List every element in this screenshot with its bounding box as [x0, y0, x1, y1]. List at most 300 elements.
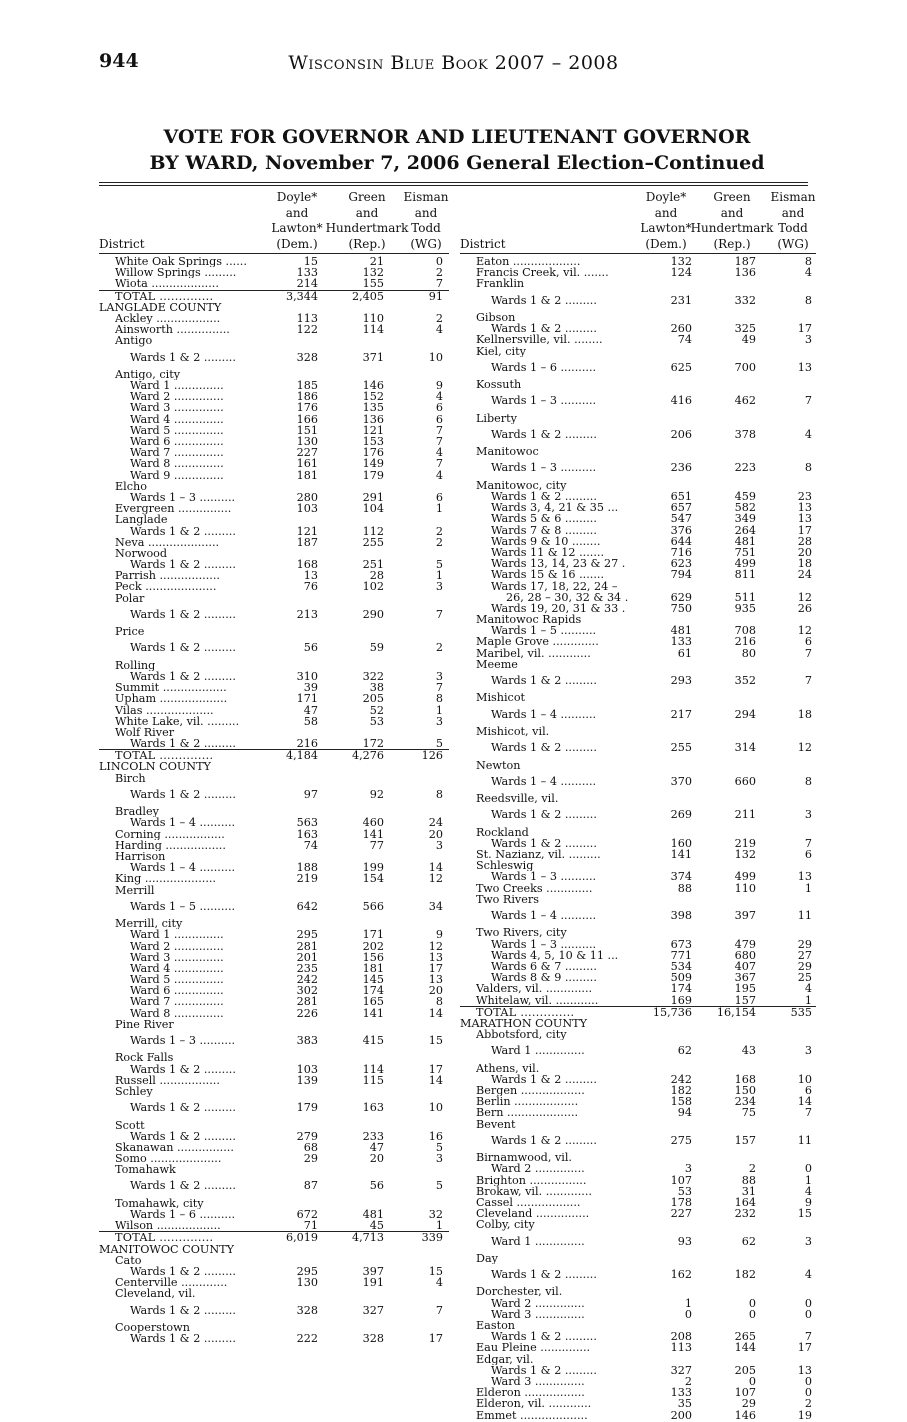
table-row — [99, 840, 449, 851]
eisman-votes: 4 — [435, 446, 443, 460]
eisman-votes: 17 — [797, 322, 812, 336]
county-heading — [460, 1018, 816, 1029]
eisman-votes: 18 — [797, 707, 812, 721]
table-subtitle: BY WARD, November 7, 2006 General Election–Continued — [149, 152, 765, 174]
district-name: Ward 8 .............. — [130, 1007, 224, 1019]
green-votes: 29 — [741, 1397, 756, 1411]
district-name: St. Nazianz, vil. ......... — [476, 849, 601, 861]
district-name: MARATHON COUNTY — [460, 1017, 587, 1030]
green-votes: 935 — [734, 601, 756, 615]
doyle-votes: 56 — [303, 641, 318, 655]
eisman-votes: 19 — [797, 1408, 812, 1422]
doyle-votes: 13 — [303, 569, 318, 583]
table-row — [460, 793, 816, 804]
eisman-votes: 7 — [804, 674, 812, 688]
district-name: Brokaw, vil. ............. — [476, 1185, 592, 1197]
eisman-votes: 4 — [804, 1268, 812, 1282]
table-row — [460, 648, 816, 659]
table-row — [460, 659, 816, 670]
doyle-votes: 227 — [296, 446, 318, 460]
doyle-votes: 227 — [670, 1207, 692, 1221]
table-row — [460, 894, 816, 905]
doyle-votes: 93 — [677, 1234, 692, 1248]
eisman-votes: 8 — [804, 255, 812, 268]
table-row — [460, 1096, 816, 1107]
green-votes: 146 — [362, 379, 384, 393]
district-name: Wilson .................. — [115, 1220, 221, 1232]
district-name: Corning ................. — [115, 828, 225, 840]
table-row — [99, 447, 449, 458]
eisman-votes: 12 — [797, 741, 812, 755]
eisman-votes: 13 — [428, 950, 443, 964]
district-name: Rolling — [115, 659, 156, 671]
doyle-votes: 295 — [296, 1265, 318, 1278]
district-name: Newton — [476, 759, 521, 771]
doyle-votes: 124 — [670, 266, 692, 280]
eisman-votes: 6 — [804, 1084, 812, 1098]
district-name: Valders, vil. ............. — [476, 983, 593, 995]
doyle-votes: 68 — [303, 1140, 318, 1154]
district-name: Rock Falls — [115, 1052, 174, 1064]
eisman-votes: 91 — [428, 289, 443, 303]
district-name: Eaton ................... — [476, 256, 581, 268]
district-name: Elcho — [115, 480, 147, 492]
green-votes: 582 — [734, 501, 756, 515]
district-name: Reedsville, vil. — [476, 793, 559, 805]
green-votes: 45 — [369, 1219, 384, 1233]
eisman-votes: 23 — [797, 490, 812, 504]
eisman-votes: 0 — [804, 1386, 812, 1400]
eisman-votes: 7 — [804, 1330, 812, 1344]
doyle-votes: 255 — [670, 741, 692, 755]
district-name: Wards 1 & 2 ......... — [491, 1133, 597, 1147]
table-row — [460, 1309, 816, 1320]
green-votes: 4,276 — [351, 749, 384, 763]
doyle-votes: 275 — [670, 1133, 692, 1147]
table-row — [460, 1253, 816, 1264]
district-name: Wards 1 – 3 .......... — [491, 938, 597, 950]
table-row — [99, 1030, 449, 1052]
doyle-votes: 771 — [670, 948, 692, 962]
eisman-header — [748, 190, 838, 252]
table-row — [99, 1175, 449, 1197]
green-votes: 328 — [362, 1332, 384, 1346]
district-name: Wards 3, 4, 21 & 35 ... — [491, 502, 619, 514]
eisman-votes: 2 — [435, 266, 443, 280]
district-name: Emmet ................... — [476, 1409, 588, 1421]
district-name: Eau Pleine .............. — [476, 1342, 591, 1354]
table-row — [460, 1029, 816, 1040]
district-name: Wards 1 & 2 ......... — [130, 1333, 236, 1345]
eisman-votes: 7 — [435, 607, 443, 621]
district-name: Two Creeks ............. — [476, 882, 593, 894]
eisman-votes: 8 — [804, 461, 812, 475]
eisman-votes: 29 — [797, 959, 812, 973]
district-name: Edgar, vil. — [476, 1353, 534, 1365]
doyle-votes: 161 — [296, 457, 318, 471]
eisman-votes: 28 — [797, 534, 812, 548]
table-row — [460, 760, 816, 771]
table-row — [460, 983, 816, 994]
doyle-votes: 293 — [670, 674, 692, 688]
eisman-votes: 3 — [435, 669, 443, 683]
table-row — [460, 1286, 816, 1297]
green-votes: 708 — [734, 624, 756, 638]
eisman-votes: 11 — [797, 1133, 812, 1147]
table-row — [99, 1164, 449, 1175]
green-votes: 481 — [734, 534, 756, 548]
total-row — [99, 290, 449, 302]
doyle-votes: 29 — [303, 1152, 318, 1166]
district-name: Wards 1 & 2 ......... — [130, 1130, 236, 1142]
district-name: Birnamwood, vil. — [476, 1152, 572, 1164]
doyle-header-line: and — [654, 205, 678, 220]
green-votes: 132 — [734, 848, 756, 862]
district-name: Cassel .................. — [476, 1196, 581, 1209]
eisman-votes: 0 — [435, 255, 443, 268]
table-row — [99, 604, 449, 626]
district-header: District — [99, 237, 145, 251]
eisman-votes: 34 — [428, 899, 443, 913]
green-votes: 219 — [734, 836, 756, 850]
district-name: Schley — [115, 1085, 153, 1098]
table-row — [460, 1208, 816, 1219]
doyle-votes: 74 — [303, 838, 318, 852]
district-name: Colby, city — [476, 1219, 535, 1231]
eisman-votes: 7 — [804, 646, 812, 660]
doyle-header-line: Doyle* — [645, 190, 687, 204]
table-row — [99, 896, 449, 918]
table-row — [460, 581, 816, 592]
table-row — [99, 851, 449, 862]
district-name: Kiel, city — [476, 345, 526, 357]
district-name: Kossuth — [476, 379, 522, 391]
table-row — [99, 369, 449, 380]
green-votes: 2,405 — [351, 289, 384, 303]
green-votes: 16,154 — [716, 1005, 756, 1019]
green-header-line: Hundertmark — [690, 221, 774, 235]
eisman-votes: 8 — [435, 787, 443, 801]
doyle-votes: 162 — [670, 1268, 692, 1282]
doyle-votes: 213 — [296, 607, 318, 621]
district-name: Wards 1 & 2 ......... — [491, 1331, 597, 1343]
district-name: Wards 1 & 2 ......... — [491, 293, 597, 307]
green-votes: 154 — [362, 872, 384, 886]
table-row — [99, 738, 449, 749]
district-name: Wards 1 & 2 ......... — [491, 808, 597, 822]
district-name: Kellnersville, vil. ........ — [476, 334, 603, 346]
district-name: Ward 2 .............. — [491, 1297, 585, 1309]
district-name: Norwood — [115, 547, 168, 560]
district-name: Cooperstown — [115, 1321, 190, 1334]
district-name: Somo .................... — [115, 1153, 222, 1165]
district-name: Wards 1 & 2 ......... — [130, 1179, 236, 1193]
table-row — [460, 457, 816, 479]
green-votes: 115 — [362, 1073, 384, 1087]
green-votes: 325 — [734, 322, 756, 336]
table-row — [99, 1075, 449, 1086]
doyle-votes: 279 — [296, 1129, 318, 1143]
eisman-votes: 13 — [797, 870, 812, 884]
green-votes: 265 — [734, 1330, 756, 1344]
district-name: Wards 1 – 6 .......... — [491, 360, 597, 374]
table-row — [99, 671, 449, 682]
doyle-votes: 53 — [677, 1184, 692, 1198]
eisman-votes: 24 — [428, 816, 443, 830]
table-row — [99, 1288, 449, 1299]
eisman-votes: 13 — [428, 973, 443, 987]
district-name: Manitowoc — [476, 446, 539, 458]
eisman-votes: 13 — [797, 1363, 812, 1377]
district-name: Elderon, vil. ............ — [476, 1398, 592, 1410]
eisman-votes: 4 — [435, 323, 443, 337]
eisman-votes: 4 — [804, 982, 812, 996]
green-votes: 28 — [369, 569, 384, 583]
table-row — [99, 1220, 449, 1231]
district-name: Wards 1 & 2 ......... — [491, 1073, 597, 1086]
doyle-votes: 141 — [670, 848, 692, 862]
district-name: Francis Creek, vil. ....... — [476, 267, 609, 279]
district-name: Wards 17, 18, 22, 24 – — [491, 580, 618, 592]
eisman-votes: 6 — [804, 635, 812, 649]
table-row — [99, 526, 449, 537]
eisman-votes: 1 — [435, 502, 443, 516]
doyle-votes: 74 — [677, 333, 692, 347]
doyle-votes: 208 — [670, 1330, 692, 1344]
table-row — [460, 1197, 816, 1208]
green-votes: 290 — [362, 607, 384, 621]
district-name: MANITOWOC COUNTY — [99, 1243, 234, 1255]
green-votes: 234 — [734, 1095, 756, 1109]
doyle-votes: 374 — [670, 870, 692, 884]
eisman-votes: 27 — [797, 948, 812, 962]
green-votes: 155 — [362, 277, 384, 291]
eisman-votes: 6 — [804, 848, 812, 862]
green-votes: 43 — [741, 1044, 756, 1058]
district-name: Liberty — [476, 412, 517, 424]
green-votes: 164 — [734, 1195, 756, 1209]
eisman-votes: 8 — [435, 995, 443, 1009]
green-votes: 191 — [362, 1276, 384, 1290]
eisman-votes: 0 — [804, 1296, 812, 1310]
district-name: Two Rivers, city — [476, 927, 567, 939]
green-votes: 0 — [748, 1307, 756, 1321]
green-votes: 349 — [734, 512, 756, 526]
doyle-votes: 168 — [296, 558, 318, 572]
green-votes: 660 — [734, 774, 756, 788]
green-votes: 163 — [362, 1101, 384, 1115]
district-name: Wards 13, 14, 23 & 27 . — [491, 558, 626, 570]
district-name: Wards 1 & 2 ......... — [491, 323, 597, 335]
doyle-votes: 231 — [670, 293, 692, 307]
green-votes: 144 — [734, 1341, 756, 1355]
doyle-header-line: Lawton* — [271, 221, 323, 235]
district-name: Ward 1 .............. — [130, 380, 224, 392]
table-row — [99, 470, 449, 481]
green-votes: 174 — [362, 984, 384, 998]
table-row — [99, 256, 449, 267]
district-name: Evergreen ............... — [115, 503, 232, 515]
green-votes: 179 — [362, 468, 384, 482]
table-row — [460, 323, 816, 334]
doyle-votes: 176 — [296, 401, 318, 415]
eisman-votes: 0 — [804, 1374, 812, 1388]
table-row — [99, 996, 449, 1007]
doyle-votes: 201 — [296, 950, 318, 964]
total-label: TOTAL .............. — [115, 1232, 214, 1244]
eisman-votes: 535 — [790, 1005, 812, 1019]
district-name: White Lake, vil. ......... — [115, 715, 240, 727]
table-row — [99, 1008, 449, 1019]
doyle-votes: 97 — [303, 787, 318, 801]
green-votes: 165 — [362, 995, 384, 1009]
eisman-votes: 20 — [428, 827, 443, 841]
table-row — [99, 436, 449, 447]
doyle-votes: 133 — [670, 635, 692, 649]
table-row — [99, 593, 449, 604]
doyle-votes: 186 — [296, 390, 318, 404]
green-votes: 332 — [734, 293, 756, 307]
doyle-votes: 171 — [296, 692, 318, 706]
table-row — [99, 1322, 449, 1333]
table-row — [460, 625, 816, 636]
table-row — [99, 537, 449, 548]
table-row — [99, 1142, 449, 1153]
eisman-votes: 3 — [435, 714, 443, 728]
green-header-line: Hundertmark — [325, 221, 409, 235]
district-name: Centerville ............. — [115, 1277, 228, 1289]
table-row — [460, 502, 816, 513]
eisman-votes: 15 — [428, 1265, 443, 1278]
table-row — [99, 773, 449, 784]
green-header-line: Green — [348, 190, 386, 204]
doyle-votes: 88 — [677, 881, 692, 895]
green-votes: 49 — [741, 333, 756, 347]
eisman-votes: 9 — [435, 379, 443, 393]
eisman-votes: 12 — [797, 624, 812, 638]
table-row — [99, 1300, 449, 1322]
eisman-votes: 7 — [804, 1106, 812, 1120]
green-votes: 233 — [362, 1129, 384, 1143]
eisman-votes: 32 — [428, 1208, 443, 1222]
table-row — [99, 885, 449, 896]
eisman-votes: 17 — [428, 961, 443, 975]
green-votes: 223 — [734, 461, 756, 475]
table-row — [460, 334, 816, 345]
doyle-votes: 103 — [296, 502, 318, 516]
eisman-votes: 339 — [421, 1231, 443, 1245]
total-label: TOTAL .............. — [115, 290, 214, 302]
green-header-line: (Rep.) — [348, 236, 386, 251]
district-name: Ward 1 .............. — [491, 1234, 585, 1248]
green-votes: 327 — [362, 1303, 384, 1317]
table-row — [99, 806, 449, 817]
eisman-votes: 14 — [797, 1095, 812, 1109]
green-votes: 479 — [734, 937, 756, 951]
green-votes: 294 — [734, 707, 756, 721]
doyle-votes: 121 — [296, 524, 318, 538]
district-name: Parrish ................. — [115, 570, 220, 582]
eisman-votes: 3 — [435, 580, 443, 594]
doyle-votes: 269 — [670, 808, 692, 822]
district-name: Cleveland, vil. — [115, 1288, 196, 1300]
doyle-votes: 166 — [296, 412, 318, 426]
eisman-votes: 4 — [804, 1184, 812, 1198]
right-column — [460, 186, 816, 1421]
table-row — [460, 692, 816, 703]
green-votes: 205 — [362, 692, 384, 706]
eisman-votes: 17 — [797, 1341, 812, 1355]
table-row — [99, 559, 449, 570]
doyle-votes: 328 — [296, 350, 318, 364]
doyle-votes: 644 — [670, 534, 692, 548]
green-votes: 157 — [734, 1133, 756, 1147]
district-name: Wards 1 – 4 .......... — [491, 707, 597, 721]
doyle-votes: 3 — [684, 1162, 692, 1176]
table-row — [460, 1264, 816, 1286]
green-votes: 112 — [362, 524, 384, 538]
district-name: Wards 1 & 2 ......... — [491, 1364, 597, 1376]
doyle-votes: 509 — [670, 971, 692, 985]
green-votes: 0 — [748, 1296, 756, 1310]
rows — [99, 253, 449, 1344]
table-row — [460, 513, 816, 524]
district-name: Bergen .................. — [476, 1085, 585, 1097]
eisman-votes: 2 — [435, 524, 443, 538]
table-row — [99, 817, 449, 828]
eisman-votes: 10 — [428, 1101, 443, 1115]
green-votes: 75 — [741, 1106, 756, 1120]
table-row — [460, 1354, 816, 1365]
district-name: Wards 1 – 5 .......... — [491, 625, 597, 637]
doyle-votes: 4,184 — [285, 749, 318, 763]
column-header — [460, 186, 816, 253]
doyle-votes: 242 — [296, 973, 318, 987]
green-votes: 181 — [362, 961, 384, 975]
green-votes: 114 — [362, 323, 384, 337]
table-row — [99, 458, 449, 469]
eisman-votes: 8 — [804, 293, 812, 307]
district-name: Cato — [115, 1254, 142, 1267]
table-row — [460, 704, 816, 726]
doyle-header-line: (Dem.) — [276, 236, 318, 251]
district-name: Day — [476, 1252, 498, 1265]
eisman-votes: 7 — [435, 1303, 443, 1317]
doyle-votes: 295 — [296, 928, 318, 942]
table-row — [460, 536, 816, 547]
district-header: District — [460, 237, 506, 251]
eisman-votes: 1 — [435, 1219, 443, 1233]
green-votes: 156 — [362, 950, 384, 964]
eisman-votes: 1 — [804, 993, 812, 1007]
table-row — [460, 1331, 816, 1342]
green-votes: 264 — [734, 523, 756, 537]
table-row — [99, 1131, 449, 1142]
green-votes: 371 — [362, 350, 384, 364]
eisman-votes: 8 — [435, 692, 443, 706]
district-name: Wards 1 – 3 .......... — [491, 871, 597, 883]
table-row — [460, 838, 816, 849]
green-votes: 62 — [741, 1234, 756, 1248]
district-name: Tomahawk, city — [115, 1197, 204, 1210]
doyle-votes: 214 — [296, 277, 318, 291]
table-row — [99, 974, 449, 985]
doyle-votes: 3,344 — [285, 289, 318, 303]
eisman-votes: 6 — [435, 401, 443, 415]
district-name: Wards 9 & 10 ........ — [491, 535, 601, 547]
district-name: Wards 1 & 2 ......... — [130, 1266, 236, 1278]
green-votes: 187 — [734, 255, 756, 268]
